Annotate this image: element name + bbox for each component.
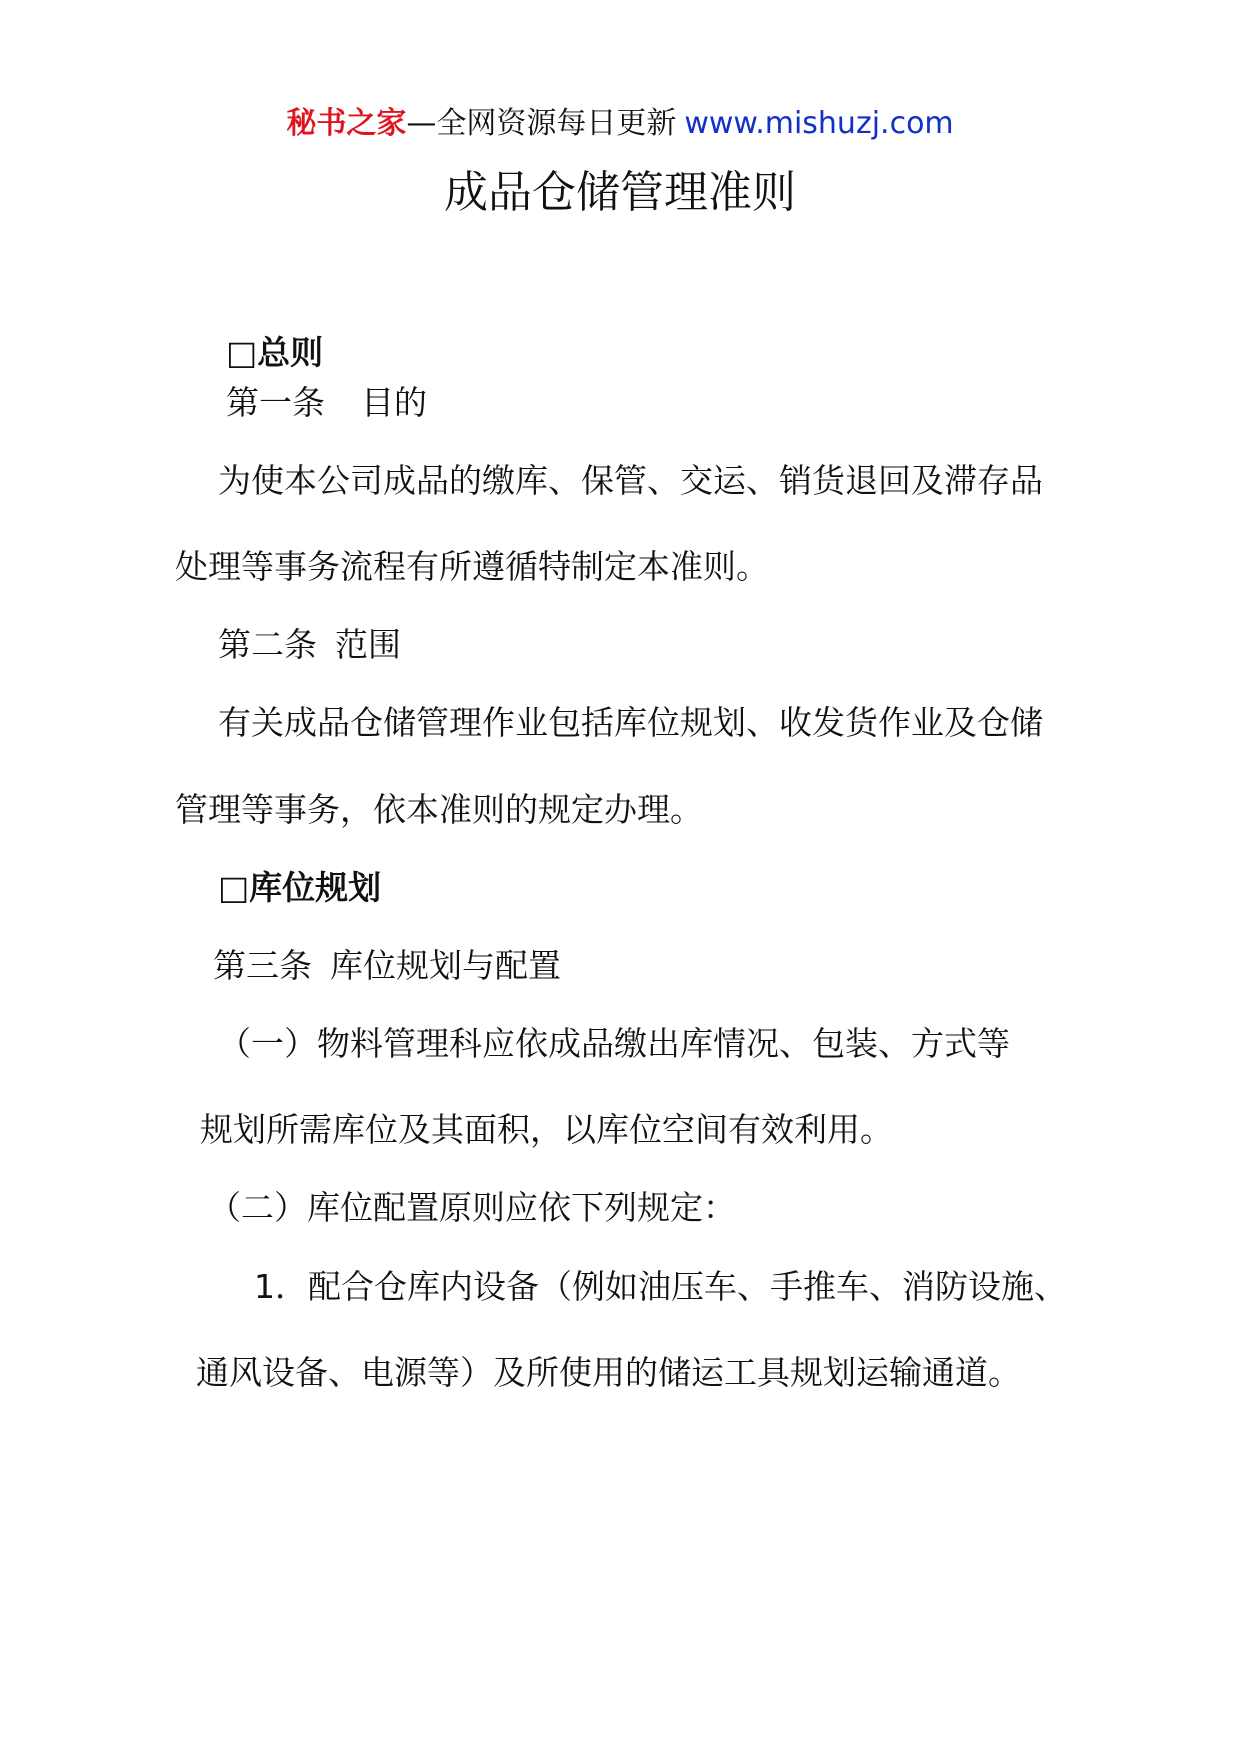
article-1-label: 第一条 (226, 383, 325, 422)
article-2-text-line-1: 有关成品仓储管理作业包括库位规划、收发货作业及仓储 (218, 703, 1043, 742)
section-heading-storage: □库位规划 (218, 868, 382, 907)
article-3-name: 库位规划与配置 (330, 946, 561, 985)
sub-item-1-text-line-2: 通风设备、电源等）及所使用的储运工具规划运输通道。 (196, 1353, 1021, 1392)
article-2-text-line-2: 管理等事务，依本准则的规定办理。 (175, 790, 703, 829)
article-1-text-line-1: 为使本公司成品的缴库、保管、交运、销货退回及滞存品 (218, 461, 1043, 500)
site-header (0, 104, 1240, 144)
item-2-text-line-1: （二）库位配置原则应依下列规定： (208, 1188, 736, 1227)
document-title: 成品仓储管理准则 (444, 167, 796, 218)
article-1-text-line-2: 处理等事务流程有所遵循特制定本准则。 (175, 547, 769, 586)
article-2-name: 范围 (335, 625, 401, 664)
article-2-label: 第二条 (218, 625, 317, 664)
article-1-name: 目的 (361, 383, 427, 422)
sub-item-1-text-line-1: 1．配合仓库内设备（例如油压车、手推车、消防设施、 (254, 1267, 1067, 1306)
item-1-text-line-1: （一）物料管理科应依成品缴出库情况、包装、方式等 (218, 1024, 1010, 1063)
item-1-text-line-2: 规划所需库位及其面积，以库位空间有效利用。 (200, 1110, 893, 1149)
section-heading-general: □总则 (226, 333, 324, 372)
header-slogan: —全网资源每日更新 (406, 106, 677, 141)
article-2-heading (218, 625, 401, 665)
article-1-heading (226, 383, 427, 423)
article-3-heading (213, 946, 561, 986)
brand-name: 秘书之家 (286, 106, 407, 141)
article-3-label: 第三条 (213, 946, 312, 985)
header-url-link[interactable]: www.mishuzj.com (684, 106, 954, 141)
